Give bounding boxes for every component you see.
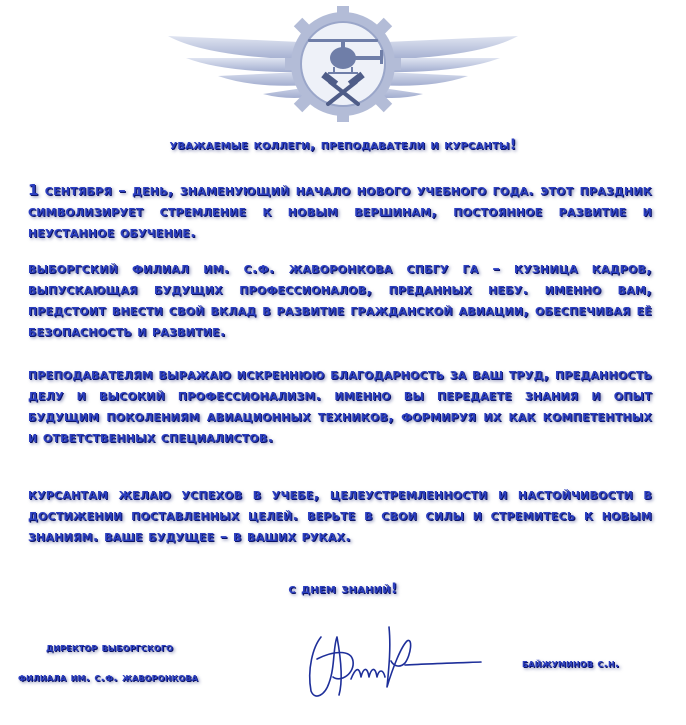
paragraph-3: преподавателям выражаю искреннюю благодарность за ваш труд, преданность делу и высокий профессионализм. именно вы передаете знания и опыт будущим поколениям авиационных техников, формируя их как компетентных и ответственных специалистов. — [28, 365, 652, 446]
handwritten-signature-icon — [293, 607, 483, 707]
signer-position-line2: филиала им. с.ф. жаворонкова — [18, 670, 199, 684]
paragraph-4: курсантам желаю успехов в учебе, целеустремленности и настойчивости в достижении поставленных целей. верьте в свои силы и стремитесь к новым знаниям. ваше будущее – в ваших руках. — [28, 485, 652, 545]
closing-line: с днем знаний! — [288, 581, 398, 597]
emblem-logo-icon — [168, 6, 518, 124]
greeting-heading: уважаемые коллеги, преподаватели и курсанты! — [169, 137, 517, 153]
paragraph-2: выборгский филиал им. с.ф. жаворонкова спбгу га – кузница кадров, выпускающая будущих профессионалов, преданных небу. именно вам, предстоит внести свой вклад в развитие гражданской авиации, обеспечивая её безопасность и развитие. — [28, 259, 652, 340]
signer-name: байжуминов с.н. — [522, 656, 620, 670]
paragraph-1: 1 сентября – день, знаменующий начало нового учебного года. этот праздник символизирует стремление к новым вершинам, постоянное развитие и неустанное обучение. — [28, 181, 652, 241]
signer-position-line1: директор выборгского — [46, 640, 174, 654]
